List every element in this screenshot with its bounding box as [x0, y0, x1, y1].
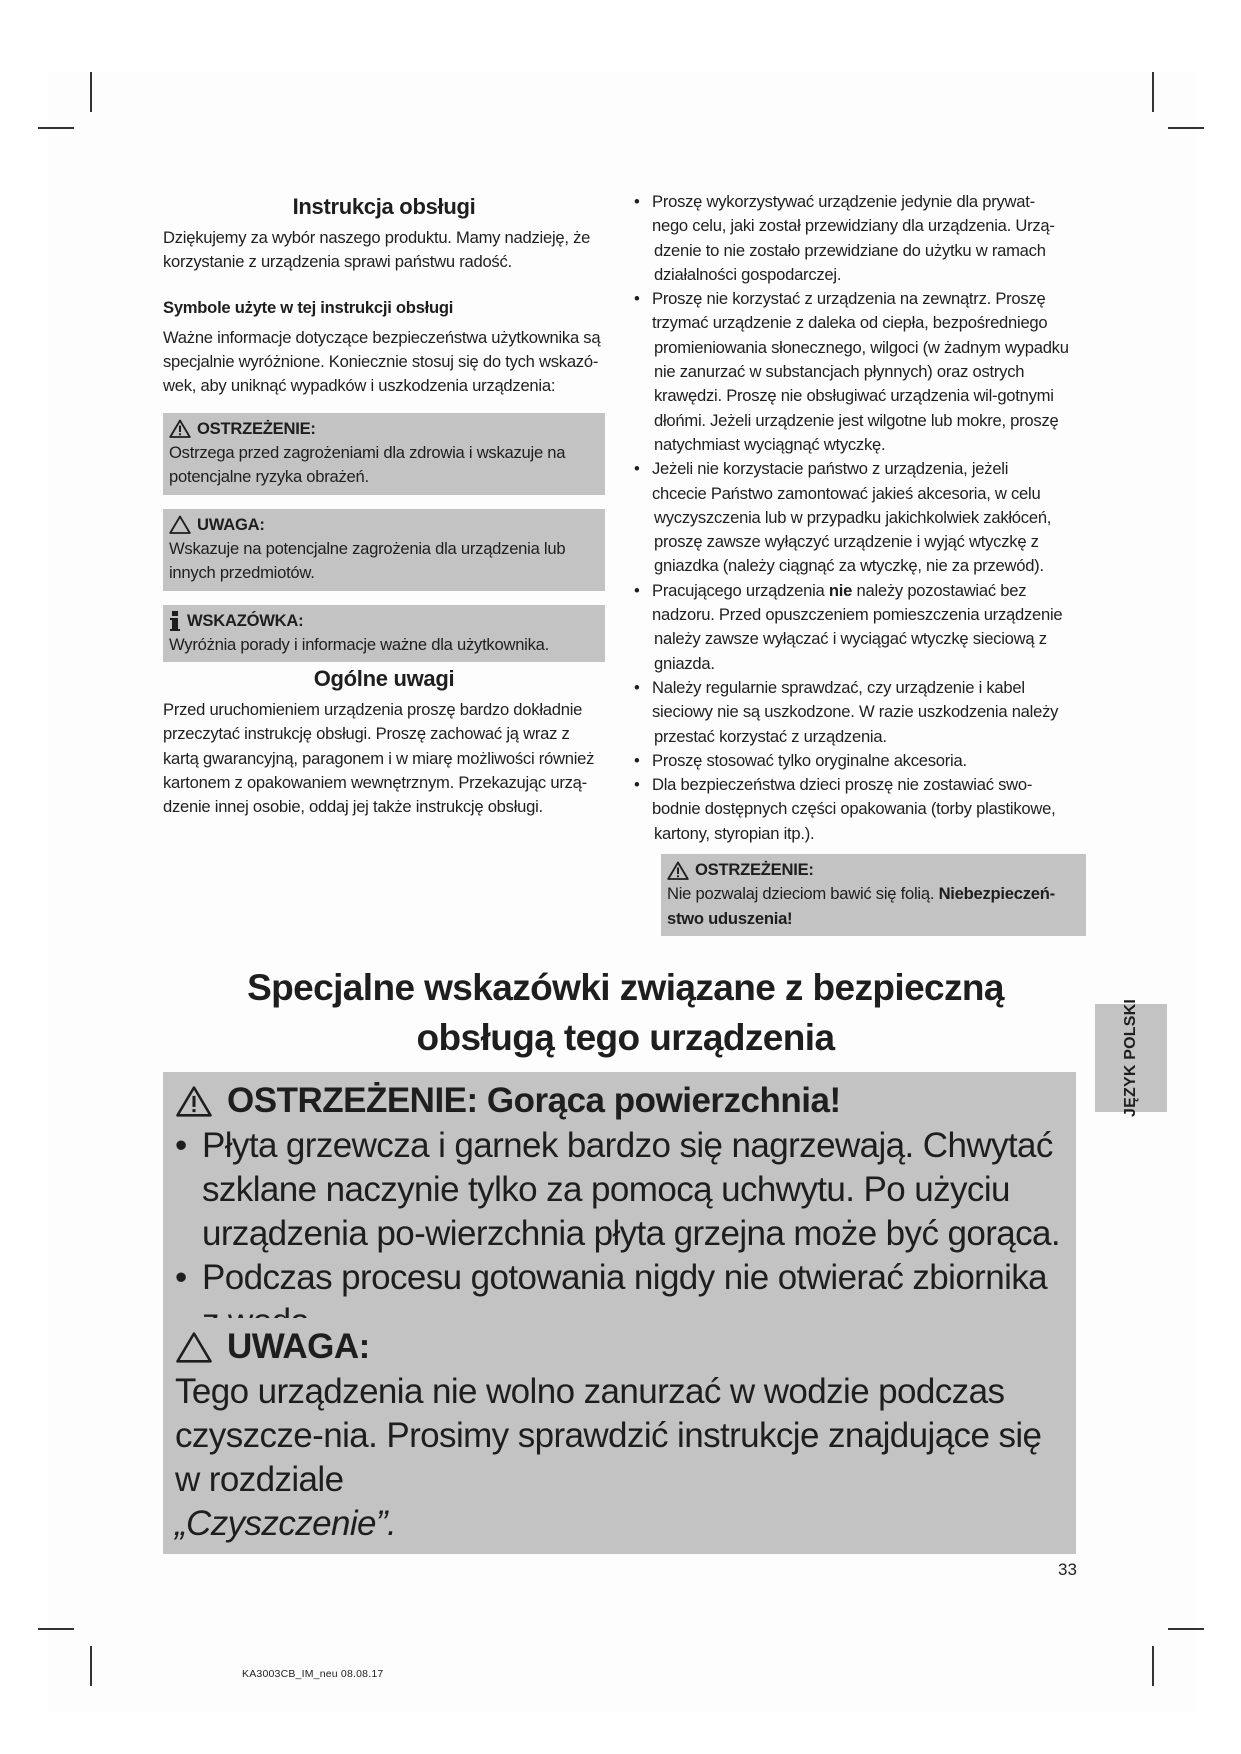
- list-item-text: nadzoru. Przed opuszczeniem pomieszczenia urządzenie należy zawsze wyłączać i wyciągać wtyczkę sieciową z gniazda.: [652, 605, 1063, 673]
- list-item-text: Proszę stosować tylko oryginalne akcesoria.: [652, 750, 967, 770]
- page-number: 33: [1058, 1560, 1077, 1579]
- symbols-text: Ważne informacje dotyczące bezpieczeństwa użytkownika są specjalnie wyróżnione. Koniecznie stosuj się do tych wskazó-wek, aby uniknąć wypadków i uszkodzenia urządzenia:: [163, 327, 601, 396]
- caution-triangle-icon: [175, 1331, 213, 1363]
- list-item-text: należy pozostawiać bez: [852, 580, 1027, 600]
- list-item-text: chcecie Państwo zamontować jakieś akcesoria, w celu wyczyszczenia lub w przypadku jakichkolwiek zakłóceń, proszę zawsze wyłączyć urządzenie i wyjąć wtyczkę z gniazdka (należy ciągnąć za wtyczkę, nie za przewód).: [652, 483, 1052, 576]
- hot-surface-warning-box: [163, 1072, 1076, 1352]
- special-title: [163, 963, 1088, 1063]
- special-title-line: obsługą tego urządzenia: [416, 1017, 835, 1058]
- list-item-text: Dla bezpieczeństwa dzieci proszę nie zostawiać swo-: [652, 775, 1033, 795]
- list-item-text: bodnie dostępnych części opakowania (torby plastikowe, kartony, styropian itp.).: [652, 799, 1056, 843]
- list-item-text: nego celu, jaki został przewidziany dla urządzenia. Urzą-dzenie to nie zostało przewidziane do użytku w ramach działalności gospodarczej.: [652, 216, 1055, 284]
- right-column: [636, 190, 1086, 936]
- tip-title: WSKAZÓWKA:: [187, 610, 304, 630]
- list-item-text: Należy regularnie sprawdzać, czy urządzenie i kabel: [652, 677, 1025, 697]
- list-item: • Płyta grzewcza i garnek bardzo się nagrzewają. Chwytać szklane naczynie tylko za pomocą uchwytu. Po użyciu urządzenia po-wierzchnia płyta grzejna może być gorąca.: [175, 1124, 1064, 1256]
- cleaning-section-reference: „Czyszczenie”.: [175, 1504, 397, 1543]
- manual-title: Instrukcja obsługi: [292, 194, 476, 219]
- cleaning-caution-text: Tego urządzenia nie wolno zanurzać w wodzie podczas czyszcze-nia. Prosimy sprawdzić instrukcje znajdujące się w rozdziale: [175, 1372, 1042, 1499]
- list-item: [636, 749, 1086, 773]
- tip-text: Wyróżnia porady i informacje ważne dla użytkownika.: [169, 634, 549, 654]
- tip-box: [163, 605, 605, 663]
- crop-mark: [1152, 1646, 1154, 1686]
- list-item: [636, 190, 1086, 287]
- caution-title: UWAGA:: [197, 514, 265, 534]
- warning-emphasis: Niebezpieczeń-stwo uduszenia!: [667, 884, 1055, 928]
- list-item-text: Pracującego urządzenia: [652, 580, 829, 600]
- cleaning-caution-title: UWAGA:: [227, 1327, 370, 1366]
- general-text: Przed uruchomieniem urządzenia proszę bardzo dokładnie przeczytać instrukcję obsługi. Proszę zachować ją wraz z kartą gwarancyjną, paragonem i w miarę możliwości również kartonem z opakowaniem wewnętrznym. Przekazując urzą-dzenie innej osobie, oddaj jej także instrukcję obsługi.: [163, 700, 595, 817]
- list-item: [636, 676, 1086, 749]
- child-warning-box: [661, 854, 1086, 936]
- crop-mark: [90, 72, 92, 112]
- language-tab: [1095, 999, 1167, 1117]
- footer-code: KA3003CB_IM_neu 08.08.17: [242, 1668, 384, 1680]
- crop-mark: [1168, 127, 1204, 129]
- warning-triangle-icon: [175, 1085, 213, 1117]
- list-item-text: Proszę wykorzystywać urządzenie jedynie dla prywat-: [652, 192, 1035, 211]
- list-item: [636, 579, 1086, 676]
- crop-mark: [1168, 1628, 1204, 1630]
- info-icon: [169, 611, 181, 631]
- warning-title: OSTRZEŻENIE:: [197, 418, 316, 438]
- warning-text: Nie pozwalaj dzieciom bawić się folią.: [667, 884, 935, 904]
- hot-surface-title: OSTRZEŻENIE: Gorąca powierzchnia!: [227, 1081, 841, 1120]
- warning-text: Ostrzega przed zagrożeniami dla zdrowia i wskazuje na potencjalne ryzyka obrażeń.: [169, 443, 566, 487]
- list-item: [636, 773, 1086, 846]
- language-tab-label: JĘZYK POLSKI: [1122, 999, 1139, 1117]
- list-item-text: trzymać urządzenie z daleka od ciepła, bezpośredniego promieniowania słonecznego, wilgoci (w żadnym wypadku nie zanurzać w substancjach płynnych) oraz ostrych krawędzi. Proszę nie obsługiwać urządzenia wil-gotnymi dłońmi. Jeżeli urządzenie jest wilgotne lub mokre, proszę natychmiast wyciągnąć wtyczkę.: [652, 313, 1069, 454]
- warning-box: [163, 413, 605, 495]
- warning-title: OSTRZEŻENIE:: [695, 860, 814, 880]
- caution-text: Wskazuje na potencjalne zagrożenia dla urządzenia lub innych przedmiotów.: [169, 538, 566, 583]
- caution-box: [163, 509, 605, 591]
- list-item-text: Jeżeli nie korzystacie państwo z urządzenia, jeżeli: [652, 459, 1009, 479]
- warning-triangle-icon: [667, 861, 689, 880]
- list-item: • Podczas procesu gotowania nigdy nie otwierać zbiornika: [175, 1256, 1064, 1344]
- general-title: Ogólne uwagi: [313, 666, 455, 692]
- crop-mark: [90, 1646, 92, 1686]
- special-title-line: Specjalne wskazówki związane z bezpieczną: [247, 967, 1004, 1008]
- list-item-emphasis: nie: [828, 580, 853, 600]
- warning-triangle-icon: [169, 419, 191, 438]
- crop-mark: [38, 127, 74, 129]
- hot-surface-list: [175, 1124, 1064, 1344]
- caution-triangle-icon: [169, 515, 191, 534]
- list-item: [636, 287, 1086, 457]
- intro-text: Dziękujemy za wybór naszego produktu. Mamy nadzieję, że korzystanie z urządzenia sprawi państwu radość.: [163, 228, 591, 272]
- cleaning-caution-box: [163, 1318, 1076, 1554]
- left-column: [163, 190, 605, 820]
- list-item-text: Proszę nie korzystać z urządzenia na zewnątrz. Proszę: [652, 289, 1046, 309]
- list-item-text: sieciowy nie są uszkodzone. W razie uszkodzenia należy przestać korzystać z urządzenia.: [652, 702, 1059, 746]
- safety-list: [636, 190, 1086, 846]
- symbols-heading: Symbole użyte w tej instrukcji obsługi: [163, 297, 454, 317]
- crop-mark: [38, 1628, 74, 1630]
- list-item: [636, 457, 1086, 578]
- crop-mark: [1152, 72, 1154, 112]
